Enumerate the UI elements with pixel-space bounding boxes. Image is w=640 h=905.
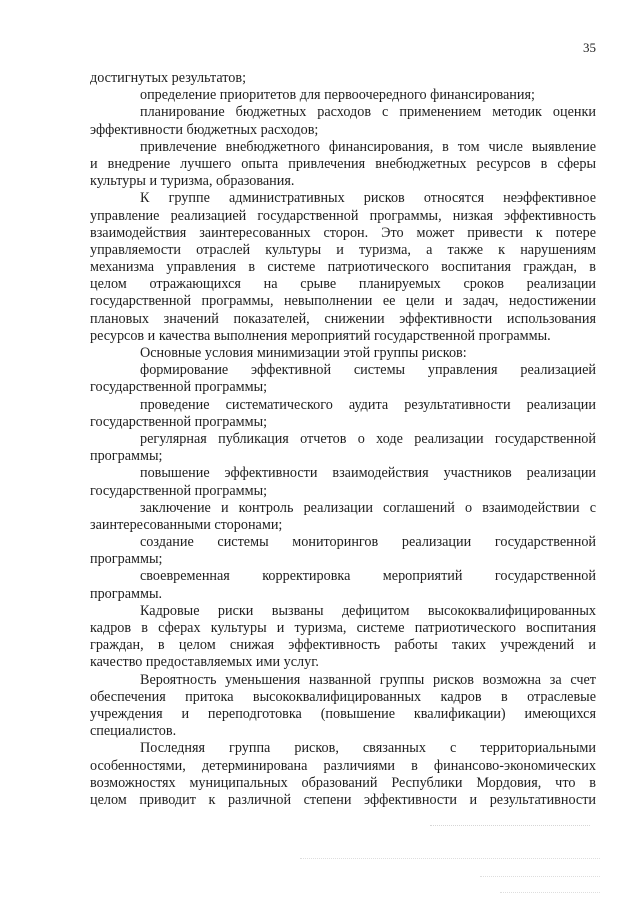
text-line: государственной программы, невыполнении ее цели и задач, недостижении	[90, 293, 596, 310]
text-line: заинтересованными сторонами;	[90, 516, 283, 533]
text-line: регулярная публикация отчетов о ходе реализации государственной	[140, 430, 596, 447]
text-line: программы.	[90, 585, 163, 602]
text-line: кадров в сферах культуры и туризма, системе патриотического воспитания	[90, 620, 596, 636]
text-line: К группе административных рисков относятся неэффективное	[140, 190, 596, 207]
scan-artifact	[300, 858, 600, 865]
text-line: качество предоставляемых ими услуг.	[90, 654, 319, 671]
text-line: управление реализацией государственной программы, низкая эффективность	[90, 207, 596, 224]
text-line: создание системы мониторингов реализации государственной	[140, 534, 596, 551]
text-line: определение приоритетов для первоочередного финансирования;	[140, 87, 535, 104]
scan-artifact	[430, 825, 590, 832]
text-line: целом отражающихся на срыве планируемых сроков реализации	[90, 276, 596, 293]
text-line: целом приводит к различной степени эффективности и результативности	[90, 791, 596, 808]
text-line: повышение эффективности взаимодействия участников реализации	[140, 465, 596, 482]
scan-artifact	[500, 892, 600, 899]
text-line: планирование бюджетных расходов с применением методик оценки	[140, 104, 596, 121]
text-line: Последняя группа рисков, связанных с территориальными	[140, 740, 596, 757]
text-line: Основные условия минимизации этой группы рисков:	[140, 345, 467, 361]
scan-artifact	[480, 876, 600, 883]
text-line: государственной программы;	[90, 379, 268, 396]
text-line: программы;	[90, 551, 163, 568]
text-line: обеспечения притока высококвалифицированных кадров в отраслевые	[90, 688, 596, 705]
text-line: Вероятность уменьшения названной группы рисков возможна за счет	[140, 671, 596, 688]
text-line: эффективности бюджетных расходов;	[90, 121, 319, 138]
text-line: граждан, в целом снижая эффективность работы таких учреждений и	[90, 637, 596, 654]
text-line: Кадровые риски вызваны дефицитом высококвалифицированных	[140, 602, 596, 619]
text-line: государственной программы;	[90, 413, 268, 430]
text-line: плановых значений показателей, снижении эффективности использования	[90, 310, 596, 327]
text-line: особенностями, детерминирована различиями в финансово-экономических	[90, 757, 596, 774]
text-line: достигнутых результатов;	[90, 70, 247, 86]
text-line: государственной программы;	[90, 482, 268, 499]
text-line: проведение систематического аудита результативности реализации	[140, 396, 596, 413]
text-line: культуры и туризма, образования.	[90, 173, 295, 190]
text-line: управляемости отраслей культуры и туризма, а также к нарушениям	[90, 241, 596, 258]
text-line: привлечение внебюджетного финансирования, в том числе выявление	[140, 138, 596, 155]
text-line: учреждения и переподготовка (повышение квалификации) имеющихся	[90, 705, 596, 722]
text-line: возможностях муниципальных образований Республики Мордовия, что в	[90, 774, 596, 791]
text-line: своевременная корректировка мероприятий государственной	[140, 568, 596, 585]
text-line: механизма управления в системе патриотического воспитания граждан, в	[90, 259, 596, 276]
text-line: взаимодействия заинтересованных сторон. Это может привести к потере	[90, 224, 596, 241]
text-line: заключение и контроль реализации соглашений о взаимодействии с	[140, 499, 596, 516]
text-line: формирование эффективной системы управления реализацией	[140, 362, 596, 379]
text-line: ресурсов и качества выполнения мероприятий государственной программы.	[90, 327, 551, 344]
text-line: программы;	[90, 448, 163, 465]
text-line: специалистов.	[90, 723, 177, 740]
page-number: 35	[583, 40, 596, 55]
text-line: и внедрение лучшего опыта привлечения внебюджетных ресурсов в сферы	[90, 155, 596, 172]
body-text	[90, 70, 596, 809]
